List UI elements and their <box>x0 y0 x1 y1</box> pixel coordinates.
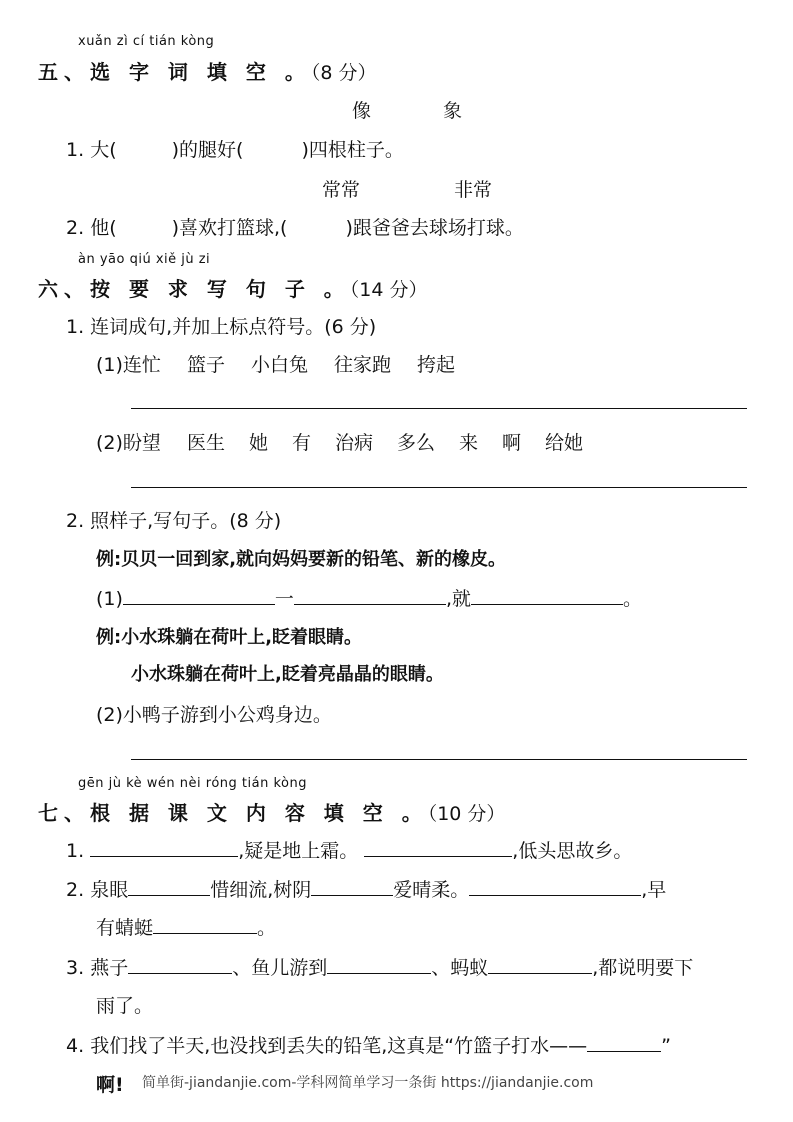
section6-pinyin: àn yāo qiú xiě jù zi <box>78 252 211 267</box>
blank[interactable] <box>128 955 232 974</box>
blank[interactable] <box>311 877 393 896</box>
option-feichang: 非常 <box>454 179 493 201</box>
blank[interactable] <box>587 1033 661 1052</box>
blank[interactable] <box>90 838 238 857</box>
s6-q1-part2: (2)盼望 医生 她 有 治病 多么 来 啊 给她 <box>96 432 584 454</box>
s6-q1-heading: 1. 连词成句,并加上标点符号。(6 分) <box>66 316 377 338</box>
s7-q2-line2: 有蜻蜓 。 <box>96 917 277 939</box>
s6-example1: 例:贝贝一回到家,就向妈妈要新的铅笔、新的橡皮。 <box>96 549 507 570</box>
section6-title: 六、按 要 求 写 句 子 。（14 分） <box>38 277 428 301</box>
answer-line[interactable] <box>131 408 747 409</box>
blank[interactable] <box>123 586 275 605</box>
answer-line[interactable] <box>131 487 747 488</box>
section5-title: 五、选 字 词 填 空 。（8 分） <box>38 60 377 84</box>
footer-watermark: 简单街-jiandanjie.com-学科网简单学习一条街 https://jiandanjie.com <box>142 1075 594 1091</box>
blank[interactable] <box>128 877 210 896</box>
s6-q1-part1: (1)连忙 篮子 小白兔 往家跑 挎起 <box>96 354 455 376</box>
section7-title: 七、根 据 课 文 内 容 填 空 。（10 分） <box>38 801 506 825</box>
s6-q2-part2: (2)小鸭子游到小公鸡身边。 <box>96 704 332 726</box>
blank[interactable] <box>471 586 623 605</box>
option-xiang1: 像 <box>352 100 372 122</box>
blank[interactable] <box>488 955 592 974</box>
s7-q3-line1: 3. 燕子 、鱼儿游到 、蚂蚁 ,都说明要下 <box>66 957 694 979</box>
s7-q4-line2: 啊! <box>96 1074 124 1096</box>
answer-line[interactable] <box>131 759 747 760</box>
option-changchang: 常常 <box>322 179 361 201</box>
s6-q2-heading: 2. 照样子,写句子。(8 分) <box>66 510 282 532</box>
s6-example2a: 例:小水珠躺在荷叶上,眨着眼睛。 <box>96 627 363 648</box>
s6-example2b: 小水珠躺在荷叶上,眨着亮晶晶的眼睛。 <box>131 664 444 685</box>
s5-q1: 1. 大( )的腿好( )四根柱子。 <box>66 139 404 161</box>
blank[interactable] <box>469 877 641 896</box>
section7-pinyin: gēn jù kè wén nèi róng tián kòng <box>78 776 307 791</box>
s7-q1: 1. ,疑是地上霜。 ,低头思故乡。 <box>66 840 633 862</box>
s7-q4-line1: 4. 我们找了半天,也没找到丢失的铅笔,这真是“竹篮子打水—— ” <box>66 1035 671 1057</box>
s7-q3-line2: 雨了。 <box>96 995 154 1017</box>
blank[interactable] <box>153 915 257 934</box>
s7-q2-line1: 2. 泉眼 惜细流,树阴 爱晴柔。 ,早 <box>66 879 667 901</box>
blank[interactable] <box>294 586 446 605</box>
section5-pinyin: xuǎn zì cí tián kòng <box>78 34 215 49</box>
s5-q2: 2. 他( )喜欢打篮球,( )跟爸爸去球场打球。 <box>66 217 524 239</box>
s6-q2-part1: (1) 一 ,就 。 <box>96 588 642 610</box>
option-xiang2: 象 <box>443 100 463 122</box>
blank[interactable] <box>364 838 512 857</box>
blank[interactable] <box>327 955 431 974</box>
